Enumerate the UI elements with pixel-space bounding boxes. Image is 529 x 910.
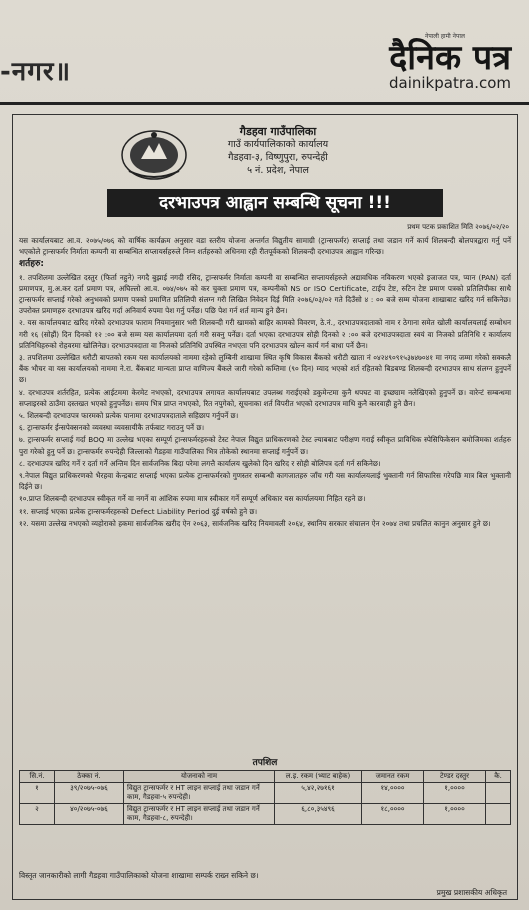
table-cell: ५,४२,२७१६१ <box>275 783 362 804</box>
section-title: -नगर॥ <box>0 57 72 87</box>
condition-item: ७. ट्रान्सफर्मर सप्लाई गर्दा BOQ मा उल्लेख भएका सम्पूर्ण ट्रान्सफर्मरहरुको टेस्ट नेपाल विद्युत प्राधिकरणको टेस्ट ल्याबबाट परीक्षण गराई स्वीकृत प्राविधिक स्पेसिफिकेसन बमोजिमका शर्तहरु पुरा गरेको हुनु पर्ने छ। ट्रान्सफर्मर रुपन्देही जिल्लाको गैडहवा गाउँपालिका भित्र तोकेको स्थानमा सप्लाई गर्नुपर्ने छ। <box>19 435 511 456</box>
table-cell: १,०००० <box>424 783 486 804</box>
intro-paragraph: यस कार्यालयबाट आ.व. २०७५/०७६ को वार्षिक कार्यक्रम अनुसार वडा स्तरीय योजना अन्तर्गत विद्युतीय सामाग्री (ट्रान्सफर्मर) सप्लाई तथा जडान गर्ने कार्य शिलबन्दी बोलपत्रद्वारा गर्नु पर्ने भएकोले ट्रान्सफर्मर निर्माता कम्पनी वा सम्बन्धित सप्लायर्सहरुले निम्न शर्तहरुको अधिनमा रही रीतपूर्वकको शिलबन्दी दरभाउपत्र आह्वान गरिन्छ। <box>19 236 511 257</box>
condition-item: ८. दरभाउपत्र खरिद गर्ने र दर्ता गर्ने अन्तिम दिन सार्वजनिक बिदा परेमा लगत्तै कार्यालय खुलेको दिन खरिद र सोही बोलिपत्र दर्ता गर्न सकिनेछ। <box>19 458 381 468</box>
nepal-emblem-icon <box>119 127 189 181</box>
table-cell: ६,८०,३५४९६ <box>275 804 362 825</box>
column-header: कै. <box>486 771 511 783</box>
table-cell: १,०००० <box>424 804 486 825</box>
column-header: टेण्डर दस्तुर <box>424 771 486 783</box>
table-cell: ३९/२०७५-०७६ <box>55 783 124 804</box>
condition-item: ३. तपशिलमा उल्लेखित धरौटी बापतको रकम यस कार्यालयको नाममा रहेको लुम्बिनी शाखामा स्थित कृषि विकास बैंकको धरौटी खाता नं ०४२४९०९१५३७४७०४१ मा नगद जम्मा गरेको सक्कलै बैंक भौचर वा यस कार्यालयको नाममा ने.रा. बैंकबाट मान्यता प्राप्त वाणिज्य बैंकले जारी गरेको कम्तिमा (९० दिन) म्याद भएको शर्त रहितको बिडबण्ड शिलबन्दी दरभाउपत्र साथ संलग्न हुनुपर्ने छ। <box>19 353 511 385</box>
table-header-row <box>20 771 511 783</box>
column-header: योजनाको नाम <box>124 771 275 783</box>
table-title: तपशिल <box>252 758 278 768</box>
publish-date: प्रथम पटक प्रकाशित मिति २०७६/०२/२० <box>407 223 509 231</box>
public-notice <box>12 114 518 900</box>
table-row <box>20 783 511 804</box>
details-table <box>19 770 511 825</box>
office-subtitle: गाउँ कार्यपालिकाको कार्यालय <box>227 139 329 150</box>
notice-title: दरभाउपत्र आह्वान सम्बन्धि सूचना !!! <box>107 189 443 217</box>
column-header: सि.नं. <box>20 771 55 783</box>
masthead <box>0 30 529 102</box>
condition-item: ४. दरभाउपत्र शर्तरहित, प्रत्येक आईटममा केरमेट नभएको, दरभाउपत्र लगायत कार्यालयबाट उपलब्ध गराईएको डकुमेन्टमा कुनै थपघट वा इच्छ्याम नलेखिएको हुनुपर्ने छ। वारेन्टं सम्बन्धमा सप्लाइरको ठाउँमा दस्तखत भएको हुनुपर्नेछ। समय भित्र प्राप्त नभएको, रित नपुगेको, सूचनाका शर्त विपरीत भएको दरभाउपत्र माथि कुनै कारवाही हुने छैन। <box>19 387 511 408</box>
masthead-rule <box>0 102 529 105</box>
table-cell <box>486 804 511 825</box>
brand-name: दैनिक पत्र <box>389 38 511 78</box>
brand-url: dainikpatra.com <box>389 74 511 92</box>
signature-title: प्रमुख प्रशासकीय अधिकृत <box>436 888 507 897</box>
office-name: गैडहवा गाउँपालिका <box>239 125 317 138</box>
office-header <box>203 125 353 177</box>
condition-item: ६. ट्रान्सफर्मर ईन्सपेक्सनको व्यवस्था व्यवसायीकै तर्फबाट गराउनु पर्ने छ। <box>19 423 205 433</box>
contact-note: विस्तृत जानकारीको लागी गैडहवा गाउँपालिकाको योजना शाखामा सम्पर्क राख्न सकिने छ। <box>19 871 259 880</box>
condition-item: १०.प्राप्त शिलबन्दी दरभाउपत्र स्वीकृत गर्ने वा नगर्ने वा आंशिक रुपमा मात्र स्वीकार गर्ने सम्पूर्ण अधिकार यस कार्यालयमा निहित रहने छ। <box>19 494 366 504</box>
brand-tagline: नेपाली हामी नेपाल <box>425 33 465 40</box>
condition-item: १२. यसमा उल्लेख नभएको व्यहोराको हकमा सार्वजनिक खरीद ऐन २०६३, सार्वजनिक खरिद नियमावली २०६४, स्थानिय सरकार संचालन ऐन २०७४ तथा प्रचलित कानुन अनुसार हुने छ। <box>19 518 491 528</box>
table-row <box>20 804 511 825</box>
column-header: जमानत रकम <box>362 771 424 783</box>
notice-body <box>19 235 511 530</box>
table-cell: ४०/२०७५-०७६ <box>55 804 124 825</box>
table-cell: विद्युत ट्रान्सफर्मर र HT लाइन सप्लाई तथा जडान गर्ने काम, गैडहवा-५ रुपन्देही। <box>124 783 275 804</box>
condition-item: १. तपशिलमा उल्लेखित दस्तुर (फिर्ता नहुने) नगदै बुझाई नगदी रसिद, ट्रान्सफर्मर निर्माता कम्पनी वा सम्बन्धित सप्लायर्सहरुले अद्यावधिक नविकरण भएको इजाजत पत्र, प्यान (PAN) दर्ता प्रमाणपत्र, मु.अ.कर दर्ता प्रमाण पत्र, अघिल्लो आ.व. ०७४/०७५ को कर चुक्ता प्रमाण पत्र, कम्पनीको NS or ISO Certificate, टाईप टेष्ट, रुटिन टेष्ट प्रमाण पत्रको प्रतिलिपीका साथै ट्रान्सफर्मर सप्लाई गरेको अनुभवको प्रमाण पत्रको प्रमाणित प्रतिलिपी संलग्न गरी लिखित निवेदन दिई मिति २०७६/०३/०२ गते दिउँसो ४ : ०० बजे सम्म योजना शाखाबाट खरिद गर्न सकिनेछ। उपरोक्त प्रमाणहरु दरभाउपत्र खरिद गर्दा अनिवार्य रुपमा पेश गर्नु पर्नेछ। पछि पेश गर्न शर्त मान्य हुने छैन। <box>19 272 511 316</box>
column-header: ठेक्का नं. <box>55 771 124 783</box>
condition-item: २. यस कार्यालयबाट खरिद गरेको दरभाउपत्र फाराम नियमानुसार भरी शिलबन्दी गरी खामको बाहिर कामको विवरण, ठे.नं., दरभाउपत्रदाताको नाम र ठेगाना समेत खोली कार्यालयलाई सम्बोधन गरी १६ (सोह्रौं) दिन दिनको १२ :०० बजे सम्म यस कार्यालयमा दर्ता गरी सक्नु पर्नेछ। दर्ता भएका दरभाउपत्र सोही दिनको २ :०० बजे दरभाउपत्रदाता स्वयं वा निजको प्रतिनिधि र कार्यालय प्रतिनिधिहरुको रोहवरमा खोलिनेछ। दरभाउपत्रदाता वा निजको प्रतिनिधि उपस्थित नभएता पनि दरभाउपत्र खोल्न कार्य गर्न बाधा पर्ने छैन। <box>19 318 511 350</box>
table-cell: १४,०००० <box>362 783 424 804</box>
details-table-section <box>19 755 511 825</box>
condition-item: ५. शिलबन्दी दरभाउपत्र फारमको प्रत्येक पानामा दरभाउपत्रदाताले सहिछाप गर्नुपर्ने छ। <box>19 411 239 421</box>
condition-item: ९.नेपाल विद्युत प्राधिकरणको भैरहवा केन्द्रबाट सप्लाई भएका प्रत्येक ट्रान्सफर्मरको गुणस्तर सम्बन्धी कागजातहरु जाँच गरी यस कार्यालयलाई भुक्तानी गर्न सिफारिस गरेपछि मात्र बिल भुक्तानी दिईने छ। <box>19 471 511 492</box>
condition-item: ११. सप्लाई भएका प्रत्येक ट्रान्सफर्मरहरुको Defect Liability Period दुई वर्षको हुने छ। <box>19 506 258 516</box>
table-cell: १८,०००० <box>362 804 424 825</box>
brand <box>389 32 511 92</box>
table-cell: २ <box>20 804 55 825</box>
table-cell <box>486 783 511 804</box>
office-address: गैडहवा-३, विष्णुपुरा, रुपन्देही <box>228 152 328 163</box>
office-province: ५ नं. प्रदेश, नेपाल <box>247 165 309 176</box>
conditions-heading: शर्तहरु: <box>19 259 45 270</box>
table-cell: १ <box>20 783 55 804</box>
table-cell: विद्युत ट्रान्सफर्मर र HT लाइन सप्लाई तथा जडान गर्ने काम, गैडहवा-८, रुपन्देही। <box>124 804 275 825</box>
column-header: ल.इ. रकम (भ्याट बाहेक) <box>275 771 362 783</box>
